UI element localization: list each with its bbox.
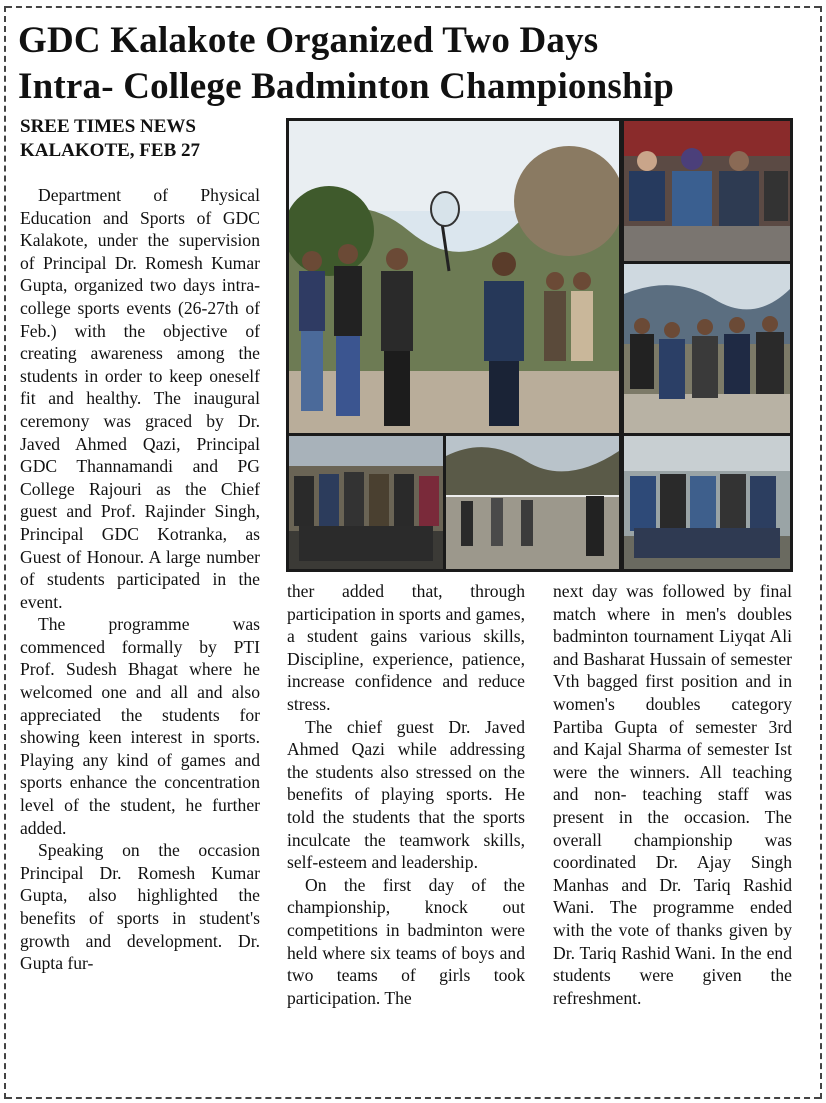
- photo-seated-officials: [624, 121, 790, 261]
- headline-line-2: Intra- College Badminton Championship: [18, 66, 675, 107]
- photo-student-group: [289, 436, 443, 569]
- photo-guests-with-racket: [289, 121, 619, 433]
- article-column-1: [20, 184, 260, 975]
- dateline: KALAKOTE, FEB 27: [20, 140, 200, 161]
- photo-team: [624, 436, 790, 569]
- article-column-2: [287, 580, 525, 1009]
- article-column-3: [553, 580, 792, 1009]
- photo-badminton-court: [446, 436, 619, 569]
- paragraph: The programme was commenced formally by PTI Prof. Sudesh Bhagat where he welcomed one and all and also appreciated the students for showing keen interest in sports. Playing any kind of games and sports enhance the concentration level of the student, he further added.: [20, 614, 260, 838]
- dashed-border-bottom: [6, 1097, 820, 1099]
- headline-line-1: GDC Kalakote Organized Two Days: [18, 20, 599, 61]
- paragraph: The chief guest Dr. Javed Ahmed Qazi while addressing the students also stressed on the benefits of playing sports. He told the students that the sports inculcate the teamwork skills, self-esteem and leadership.: [287, 716, 525, 873]
- paragraph: Speaking on the occasion Principal Dr. Romesh Kumar Gupta, also highlighted the benefits of sports in student's growth and development. Dr. Gupta fur-: [20, 840, 260, 974]
- news-source: SREE TIMES NEWS: [20, 116, 196, 137]
- paragraph: On the first day of the championship, knock out competitions in badminton were held where six teams of boys and two teams of girls took participation. The: [287, 874, 525, 1008]
- photo-collage: [286, 118, 793, 572]
- dashed-border-right: [820, 6, 822, 1099]
- dashed-border-left: [4, 6, 6, 1099]
- photo-group-walking: [624, 264, 790, 433]
- dashed-border-top: [6, 6, 820, 8]
- paragraph: next day was followed by final match where in men's doubles badminton tournament Liyqat Ali and Basharat Hussain of semester Vth bagged first position and in women's doubles category Partiba Gupta of semester 3rd and Kajal Sharma of semester Ist were the winners. All teaching and non- teaching staff was present in the occasion. The overall championship was coordinated Dr. Ajay Singh Manhas and Dr. Tariq Rashid Wani. The programme ended with the vote of thanks given by Dr. Tariq Rashid Wani. In the end students were given the refreshment.: [553, 581, 792, 1008]
- headline: [18, 18, 808, 110]
- paragraph: ther added that, through participation in sports and games, a student gains various skills, Discipline, experience, patience, increase confidence and reduce stress.: [287, 581, 525, 714]
- byline: [20, 115, 278, 163]
- paragraph: Department of Physical Education and Sports of GDC Kalakote, under the supervision of Principal Dr. Romesh Kumar Gupta, organized two days intra-college sports events (26-27th of Feb.) with the objective of creating awareness among the students in order to keep oneself fit and healthy. The inaugural ceremony was graced by Dr. Javed Ahmed Qazi, Principal GDC Thannamandi and PG College Rajouri as the Chief guest and Prof. Rajinder Singh, Principal GDC Kotranka, as Guest of Honour. A large number of students participated in the event.: [20, 185, 260, 612]
